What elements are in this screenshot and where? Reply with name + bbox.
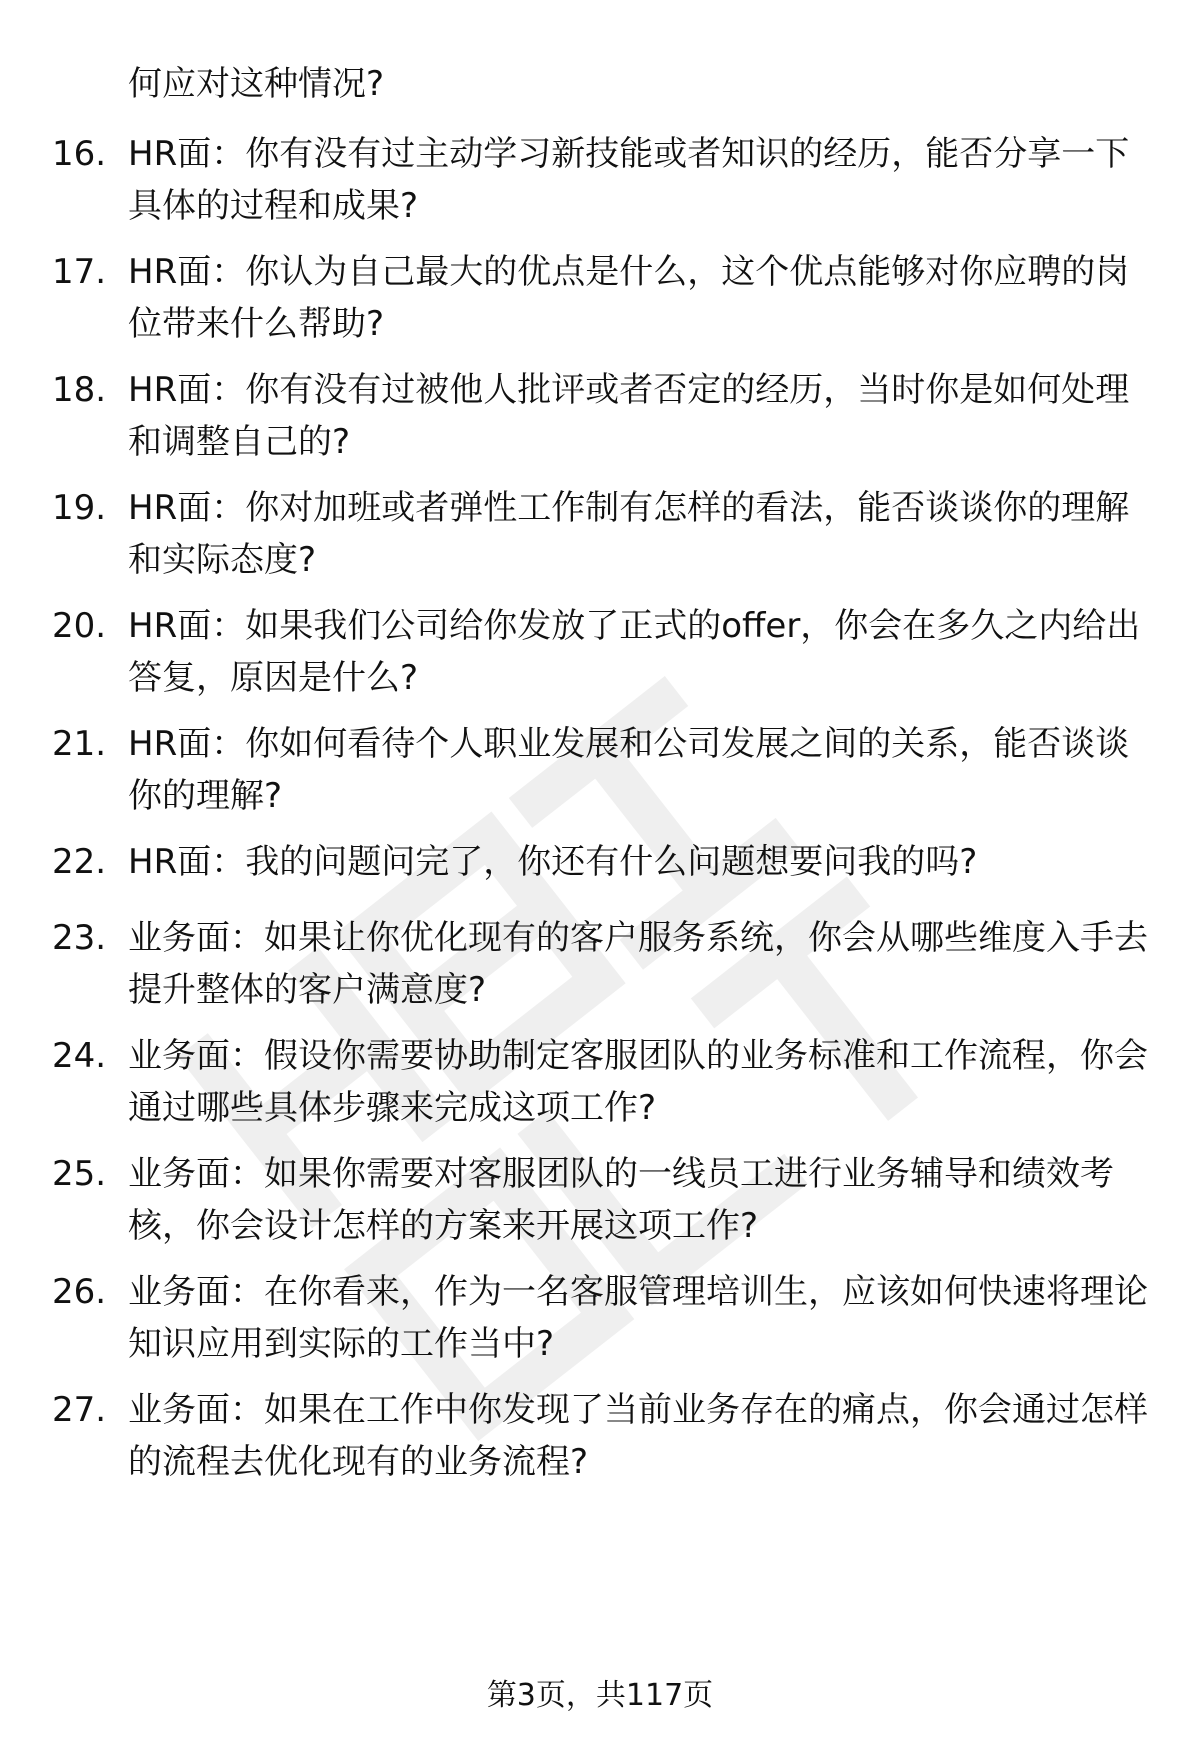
question-number: 21.	[52, 724, 107, 764]
question-number: 18.	[52, 370, 107, 410]
continued-question-text: 何应对这种情况?	[128, 64, 385, 104]
question-number: 22.	[52, 842, 107, 882]
question-text: 业务面：如果在工作中你发现了当前业务存在的痛点，你会通过怎样的流程去优化现有的业务流程?	[128, 1390, 1148, 1482]
question-number: 26.	[52, 1272, 107, 1312]
question-text: HR面：我的问题问完了，你还有什么问题想要问我的吗?	[128, 842, 978, 882]
question-text: 业务面：在你看来，作为一名客服管理培训生，应该如何快速将理论知识应用到实际的工作当中?	[128, 1272, 1148, 1364]
question-text: HR面：如果我们公司给你发放了正式的offer，你会在多久之内给出答复，原因是什么?	[128, 606, 1141, 698]
question-number: 24.	[52, 1036, 107, 1076]
question-number: 23.	[52, 918, 107, 958]
question-text: HR面：你对加班或者弹性工作制有怎样的看法，能否谈谈你的理解和实际态度?	[128, 488, 1130, 580]
page-number-footer: 第3页，共117页	[486, 1678, 714, 1713]
question-number: 25.	[52, 1154, 107, 1194]
question-number: 16.	[52, 134, 107, 174]
question-text: HR面：你如何看待个人职业发展和公司发展之间的关系，能否谈谈你的理解?	[128, 724, 1130, 816]
question-text: HR面：你有没有过主动学习新技能或者知识的经历，能否分享一下具体的过程和成果?	[128, 134, 1130, 226]
question-text: HR面：你有没有过被他人批评或者否定的经历，当时你是如何处理和调整自己的?	[128, 370, 1130, 462]
question-number: 17.	[52, 252, 107, 292]
question-number: 19.	[52, 488, 107, 528]
question-text: 业务面：假设你需要协助制定客服团队的业务标准和工作流程，你会通过哪些具体步骤来完成这项工作?	[128, 1036, 1148, 1128]
question-number: 20.	[52, 606, 107, 646]
question-text: 业务面：如果你需要对客服团队的一线员工进行业务辅导和绩效考核，你会设计怎样的方案来开展这项工作?	[128, 1154, 1114, 1246]
question-number: 27.	[52, 1390, 107, 1430]
question-text: HR面：你认为自己最大的优点是什么，这个优点能够对你应聘的岗位带来什么帮助?	[128, 252, 1130, 344]
question-text: 业务面：如果让你优化现有的客户服务系统，你会从哪些维度入手去提升整体的客户满意度?	[128, 918, 1148, 1010]
